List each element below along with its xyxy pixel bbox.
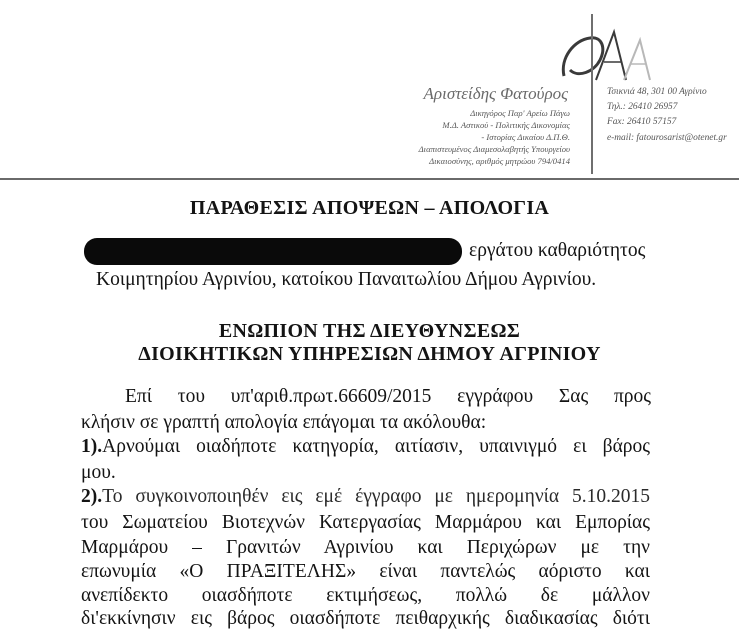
item-2-line-3: Μαρμάρου – Γρανιτών Αγρινίου και Περιχώρων με την xyxy=(81,537,650,558)
contact-address: Τσικνιά 48, 301 00 Αγρίνιο xyxy=(607,87,707,97)
letterhead-divider-vertical xyxy=(591,14,593,174)
item-1-line-2: μου. xyxy=(81,462,116,483)
item-2-line-4: επωνυμία «Ο ΠΡΑΞΙΤΕΛΗΣ» είναι παντελώς αόριστο και xyxy=(81,561,650,582)
item-2-line-5: ανεπίδεκτο οιασδήποτε εκτιμήσεως, πολλώ δε μάλλον xyxy=(81,585,650,606)
heading-2: ΔΙΟΙΚΗΤΙΚΩΝ ΥΠΗΡΕΣΙΩΝ ΔΗΜΟΥ ΑΓΡΙΝΙΟΥ xyxy=(138,343,601,365)
lawyer-subtitle-line: Δικηγόρος Παρ' Αρείω Πάγω xyxy=(470,108,570,118)
lawyer-logo-icon xyxy=(556,18,666,98)
intro-line-1-tail: εργάτου καθαριότητος xyxy=(469,240,646,261)
redaction-bar xyxy=(84,238,462,265)
para-1-line-2: κλήσιν σε γραπτή απολογία επάγομαι τα ακόλουθα: xyxy=(81,412,487,433)
contact-fax: Fax: 26410 57157 xyxy=(607,117,677,127)
intro-line-2: Κοιμητηρίου Αγρινίου, κατοίκου Παναιτωλίου Δήμου Αγρινίου. xyxy=(96,269,597,290)
lawyer-subtitle-line: Μ.Δ. Αστικού - Πολιτικής Δικονομίας xyxy=(442,120,570,130)
para-1-line-1: Επί του υπ'αριθ.πρωτ.66609/2015 εγγράφου Σας προς xyxy=(125,386,651,407)
lawyer-subtitle-line: - Ιστορίας Δικαίου Δ.Π.Θ. xyxy=(481,132,570,142)
item-1-row xyxy=(81,436,650,458)
lawyer-subtitle-line: Δικαιοσύνης, αριθμός μητρώου 794/0414 xyxy=(429,156,570,166)
document-title: ΠΑΡΑΘΕΣΙΣ ΑΠΟΨΕΩΝ – ΑΠΟΛΟΓΙΑ xyxy=(189,197,550,219)
item-2-line-1: Το συγκοινοποιηθέν εις εμέ έγγραφο με ημερομηνία 5.10.2015 xyxy=(102,486,650,507)
item-1-line-1: Αρνούμαι οιαδήποτε κατηγορία, αιτίασιν, υπαινιγμό ει βάρος xyxy=(102,436,650,457)
item-1-label: 1). xyxy=(81,436,103,457)
heading-1: ΕΝΩΠΙΟΝ ΤΗΣ ΔΙΕΥΘΥΝΣΕΩΣ xyxy=(218,320,521,342)
lawyer-name: Αριστείδης Φατούρος xyxy=(423,84,568,103)
item-2-line-6: δι'εκκίνησιν εις βάρος οιασδήποτε πειθαρχικής διαδικασίας διότι xyxy=(81,608,650,629)
item-2-row xyxy=(81,486,650,508)
lawyer-subtitle-line: Διαπιστευμένος Διαμεσολαβητής Υπουργείου xyxy=(418,144,570,154)
contact-email: e-mail: fatourosarist@otenet.gr xyxy=(607,133,727,143)
item-2-line-2: του Σωματείου Βιοτεχνών Κατεργασίας Μαρμάρου και Εμπορίας xyxy=(81,512,650,533)
contact-phone: Τηλ.: 26410 26957 xyxy=(607,102,678,112)
letterhead-divider-horizontal xyxy=(0,178,739,180)
item-2-label: 2). xyxy=(81,486,103,507)
